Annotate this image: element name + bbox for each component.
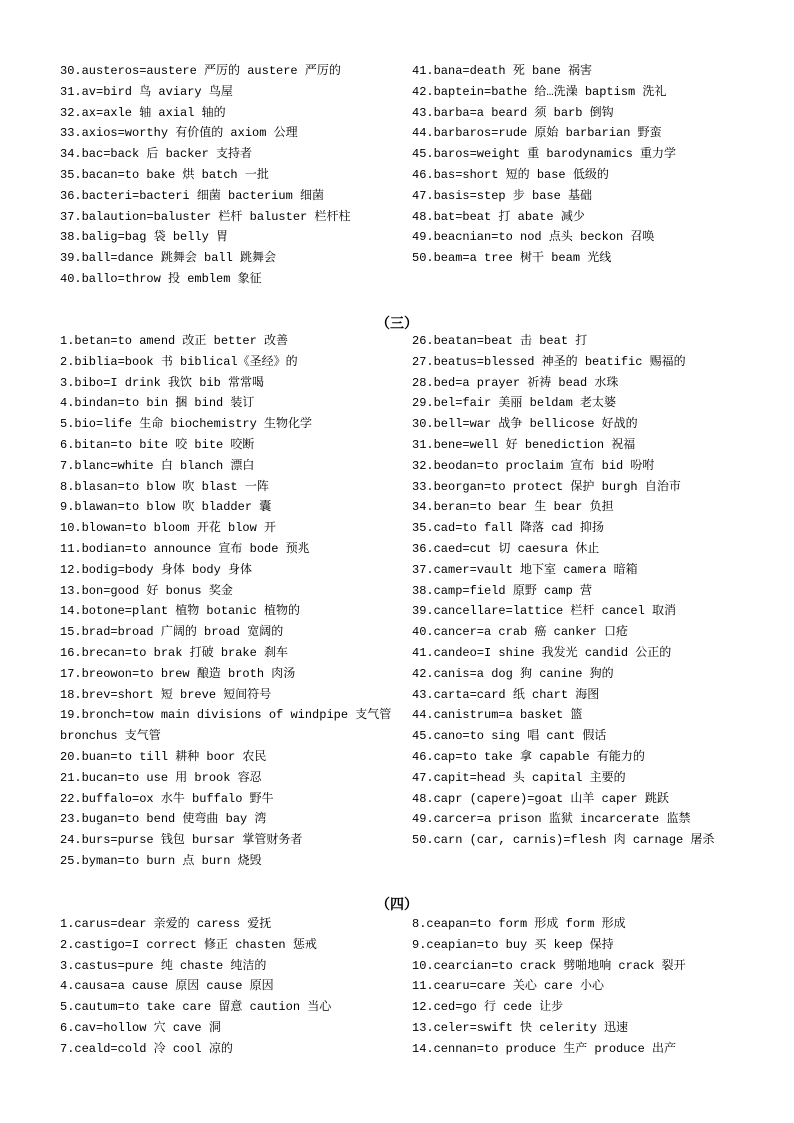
vocab-entry: 49.beacnian=to nod 点头 beckon 召唤	[412, 230, 655, 245]
vocab-entry: 8.blasan=to blow 吹 blast 一阵	[60, 479, 269, 494]
vocab-entry: 46.bas=short 短的 base 低级的	[412, 167, 609, 182]
vocab-entry: 28.bed=a prayer 祈祷 bead 水珠	[412, 375, 619, 390]
vocab-entry: 7.blanc=white 白 blanch 漂白	[60, 458, 255, 473]
vocab-entry: 41.candeo=I shine 我发光 candid 公正的	[412, 645, 672, 660]
vocab-entry: 2.biblia=book 书 biblical《圣经》的	[60, 354, 298, 369]
vocab-entry: 5.cautum=to take care 留意 caution 当心	[60, 1000, 332, 1015]
vocab-entry: 24.burs=purse 钱包 bursar 掌管财务者	[60, 833, 303, 848]
vocab-entry: 14.cennan=to produce 生产 produce 出产	[412, 1041, 677, 1056]
vocab-entry: 39.ball=dance 跳舞会 ball 跳舞会	[60, 251, 277, 266]
vocab-entry: 33.axios=worthy 有价值的 axiom 公理	[60, 126, 298, 141]
section-1-left-column	[60, 61, 400, 290]
vocab-entry: 3.bibo=I drink 我饮 bib 常常喝	[60, 375, 265, 390]
vocab-entry: 6.bitan=to bite 咬 bite 咬断	[60, 437, 255, 452]
section-heading-3: （三）	[376, 317, 418, 332]
vocab-entry: 27.beatus=blessed 神圣的 beatific 赐福的	[412, 354, 686, 369]
section-heading-4: （四）	[376, 898, 418, 913]
vocab-entry: 22.buffalo=ox 水牛 buffalo 野牛	[60, 791, 274, 806]
vocab-entry: 16.brecan=to brak 打破 brake 刹车	[60, 645, 289, 660]
vocab-entry: 5.bio=life 生命 biochemistry 生物化学	[60, 417, 313, 432]
vocab-entry: 47.capit=head 头 capital 主要的	[412, 770, 626, 785]
vocab-entry: 12.ced=go 行 cede 让步	[412, 1000, 564, 1015]
vocab-entry: 26.beatan=beat 击 beat 打	[412, 334, 588, 348]
vocab-entry: 48.bat=beat 打 abate 减少	[412, 209, 585, 224]
vocab-entry: 13.celer=swift 快 celerity 迅速	[412, 1020, 629, 1035]
vocab-entry: 19.bronch=tow main divisions of windpipe 支气管	[60, 708, 392, 723]
vocab-entry: 25.byman=to burn 点 burn 烧毁	[60, 853, 262, 868]
vocab-entry: 1.carus=dear 亲爱的 caress 爱抚	[60, 917, 272, 931]
vocab-entry: 29.bel=fair 美丽 beldam 老太婆	[412, 396, 617, 411]
vocab-entry: 32.ax=axle 轴 axial 轴的	[60, 105, 226, 120]
vocab-entry: 35.cad=to fall 降落 cad 抑扬	[412, 521, 605, 536]
vocab-entry: 41.bana=death 死 bane 祸害	[412, 64, 593, 78]
vocab-entry: 46.cap=to take 拿 capable 有能力的	[412, 749, 645, 764]
vocab-entry: 34.beran=to bear 生 bear 负担	[412, 500, 614, 515]
vocab-entry: 2.castigo=I correct 修正 chasten 惩戒	[60, 937, 317, 952]
section-1-right-column	[412, 61, 742, 269]
vocab-entry: 17.breowon=to brew 酿造 broth 肉汤	[60, 666, 296, 681]
vocab-entry: 37.camer=vault 地下室 camera 暗箱	[412, 562, 638, 577]
vocab-entry: 40.cancer=a crab 癌 canker 口疮	[412, 625, 629, 640]
vocab-entry: 21.bucan=to use 用 brook 容忍	[60, 770, 262, 785]
vocab-entry: 10.cearcian=to crack 劈啪地响 crack 裂开	[412, 958, 686, 973]
vocab-entry: 30.bell=war 战争 bellicose 好战的	[412, 417, 638, 432]
vocab-entry: 45.baros=weight 重 barodynamics 重力学	[412, 147, 677, 162]
vocab-entry: 3.castus=pure 纯 chaste 纯洁的	[60, 958, 267, 973]
vocab-entry: 13.bon=good 好 bonus 奖金	[60, 583, 233, 598]
vocab-entry: 43.carta=card 纸 chart 海图	[412, 687, 600, 702]
section-4-right-column	[412, 914, 742, 1060]
vocab-entry: 36.caed=cut 切 caesura 休止	[412, 541, 600, 556]
vocab-entry: 11.bodian=to announce 宣布 bode 预兆	[60, 541, 310, 556]
section-3-left-column	[60, 331, 400, 872]
vocab-entry: 44.barbaros=rude 原始 barbarian 野蛮	[412, 126, 662, 141]
vocab-entry: 10.blowan=to bloom 开花 blow 开	[60, 521, 277, 536]
vocab-entry: 36.bacteri=bacteri 细菌 bacterium 细菌	[60, 188, 325, 203]
vocab-entry: 32.beodan=to proclaim 宣布 bid 吩咐	[412, 458, 655, 473]
vocab-entry: 34.bac=back 后 backer 支持者	[60, 147, 253, 162]
vocab-entry: 39.cancellare=lattice 栏杆 cancel 取消	[412, 604, 677, 619]
vocab-entry: 11.cearu=care 关心 care 小心	[412, 979, 605, 994]
vocab-entry: 9.blawan=to blow 吹 bladder 囊	[60, 500, 272, 515]
vocab-entry: 50.carn (car, carnis)=flesh 肉 carnage 屠杀	[412, 833, 715, 848]
vocab-entry: 44.canistrum=a basket 篮	[412, 708, 583, 723]
vocab-entry: 48.capr (capere)=goat 山羊 caper 跳跃	[412, 791, 669, 806]
vocab-entry: 49.carcer=a prison 监狱 incarcerate 监禁	[412, 812, 691, 827]
vocab-entry: 18.brev=short 短 breve 短间符号	[60, 687, 272, 702]
vocab-entry: 6.cav=hollow 穴 cave 洞	[60, 1020, 221, 1035]
vocab-entry: 42.baptein=bathe 给…洗澡 baptism 洗礼	[412, 84, 667, 99]
vocab-entry: 4.causa=a cause 原因 cause 原因	[60, 979, 274, 994]
vocab-entry: 9.ceapian=to buy 买 keep 保持	[412, 937, 614, 952]
vocab-entry: 42.canis=a dog 狗 canine 狗的	[412, 666, 614, 681]
vocab-entry: 50.beam=a tree 树干 beam 光线	[412, 251, 612, 266]
vocab-entry: 7.ceald=cold 冷 cool 凉的	[60, 1041, 233, 1056]
vocab-entry: 33.beorgan=to protect 保护 burgh 自治市	[412, 479, 681, 494]
vocab-entry: 47.basis=step 步 base 基础	[412, 188, 593, 203]
vocab-entry: 35.bacan=to bake 烘 batch 一批	[60, 167, 269, 182]
vocab-entry: 31.av=bird 鸟 aviary 鸟屋	[60, 84, 233, 99]
vocab-entry: 37.balaution=baluster 栏杆 baluster 栏杆柱	[60, 209, 351, 224]
vocab-entry: 23.bugan=to bend 使弯曲 bay 湾	[60, 812, 267, 827]
vocab-entry: bronchus 支气管	[60, 729, 161, 744]
vocab-entry: 31.bene=well 好 benediction 祝福	[412, 437, 636, 452]
vocab-entry: 20.buan=to till 耕种 boor 农民	[60, 749, 267, 764]
section-4-left-column	[60, 914, 400, 1060]
vocab-entry: 40.ballo=throw 投 emblem 象征	[60, 271, 262, 286]
vocab-entry: 4.bindan=to bin 捆 bind 装订	[60, 396, 255, 411]
vocab-entry: 43.barba=a beard 须 barb 倒钩	[412, 105, 614, 120]
vocab-entry: 14.botone=plant 植物 botanic 植物的	[60, 604, 301, 619]
vocab-entry: 45.cano=to sing 唱 cant 假话	[412, 729, 607, 744]
vocab-entry: 12.bodig=body 身体 body 身体	[60, 562, 253, 577]
vocab-entry: 30.austeros=austere 严厉的 austere 严厉的	[60, 64, 341, 78]
section-3-right-column	[412, 331, 742, 851]
vocab-entry: 15.brad=broad 广阔的 broad 宽阔的	[60, 625, 284, 640]
vocab-entry: 38.camp=field 原野 camp 营	[412, 583, 593, 598]
vocab-entry: 8.ceapan=to form 形成 form 形成	[412, 917, 626, 931]
vocab-entry: 38.balig=bag 袋 belly 胃	[60, 230, 229, 245]
vocab-entry: 1.betan=to amend 改正 better 改善	[60, 334, 289, 348]
